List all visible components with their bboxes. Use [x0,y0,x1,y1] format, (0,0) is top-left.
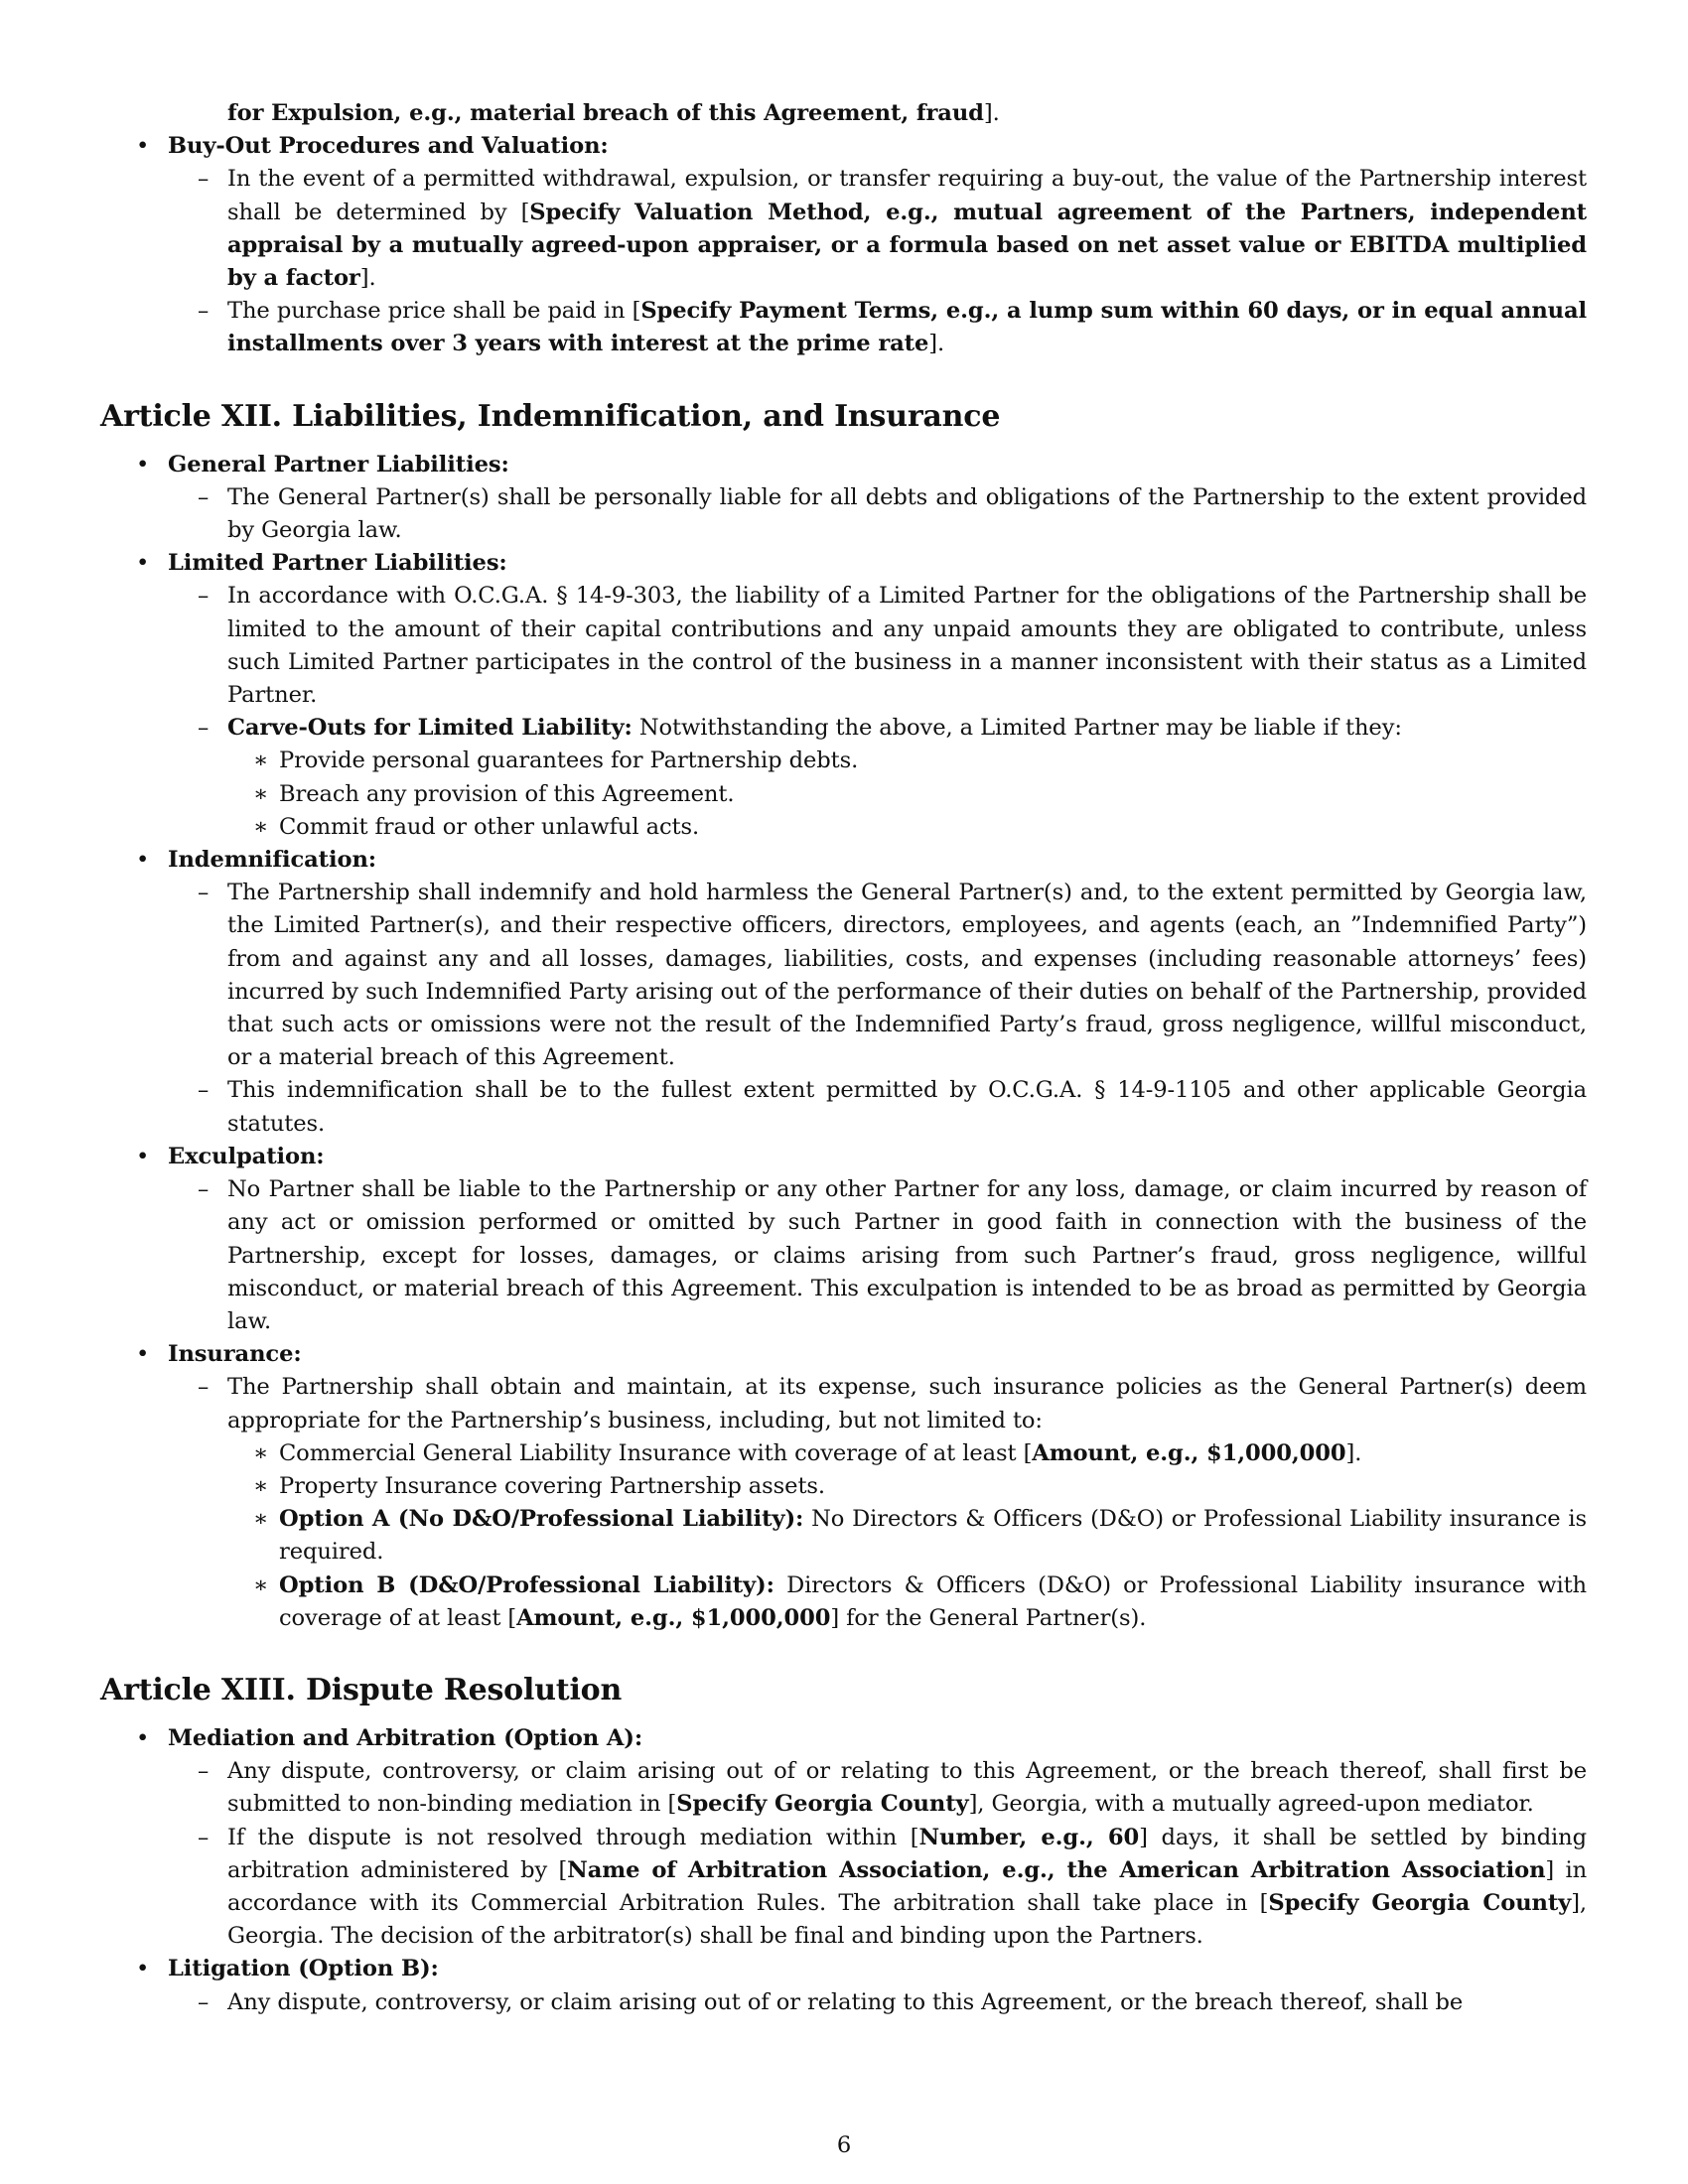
buyout-heading: Buy-Out Procedures and Valuation: [168,133,609,160]
list-item: – In accordance with O.C.G.A. § 14-9-303, the liability of a Limited Partner for the obligations of the Partnership shall be limited to the amount of their capital contributions and any unpaid amounts they are obligated to contribute, unless such Limited Partner participates in the control of the business in a manner inconsistent with their status as a Limited Partner. [168,580,1587,712]
limited-partner-liabilities [100,547,1587,844]
exculpation [100,1141,1587,1338]
indemnification [100,844,1587,1141]
mediation-arbitration [100,1722,1587,1953]
list-item: – If the dispute is not resolved through mediation within [Number, e.g., 60] days, it shall be settled by binding arbitration administered by [Name of Arbitration Association, e.g., the American Arbitration Association] in accordance with its Commercial Arbitration Rules. The arbitration shall take place in [Specify Georgia County], Georgia. The decision of the arbitrator(s) shall be final and binding upon the Partners. [168,1822,1587,1954]
carve-out-item: ∗ Provide personal guarantees for Partnership debts. [227,745,1587,777]
continuation-line: for Expulsion, e.g., material breach of this Agreement, fraud]. [227,100,1000,126]
insurance-cgl: ∗ Commercial General Liability Insurance with coverage of at least [Amount, e.g., $1,000,000]. [227,1437,1587,1470]
list-item: – The General Partner(s) shall be personally liable for all debts and obligations of the Partnership to the extent provided by Georgia law. [168,481,1587,547]
insurance [100,1338,1587,1635]
carve-outs-item: – Carve-Outs for Limited Liability: Notwithstanding the above, a Limited Partner may be liable if they: ∗ Provide personal guarantees for Partnership debts. ∗ Breach any provision of this Agreement. ∗ Commit fraud or other unlawful acts. [168,712,1587,844]
list-item: – Any dispute, controversy, or claim arising out of or relating to this Agreement, or the breach thereof, shall first be submitted to non-binding mediation in [Specify Georgia County], Georgia, with a mutually agreed-upon mediator. [168,1755,1587,1821]
buyout-item-payment: – The purchase price shall be paid in [Specify Payment Terms, e.g., a lump sum within 60 days, or in equal annual installments over 3 years with interest at the prime rate]. [168,295,1587,360]
general-partner-liabilities [100,449,1587,548]
insurance-heading: Insurance: [168,1341,302,1368]
carve-out-item: ∗ Commit fraud or other unlawful acts. [227,811,1587,844]
buyout-list [100,130,1587,360]
article-12-list [100,449,1587,1635]
insurance-option-a: ∗ Option A (No D&O/Professional Liability): No Directors & Officers (D&O) or Professional Liability insurance is required. [227,1503,1587,1569]
list-item: – The Partnership shall indemnify and hold harmless the General Partner(s) and, to the extent permitted by Georgia law, the Limited Partner(s), and their respective officers, directors, employees, and agents (each, an ”Indemnified Party”) from and against any and all losses, damages, liabilities, costs, and expenses (including reasonable attorneys’ fees) incurred by such Indemnified Party arising out of the performance of their duties on behalf of the Partnership, provided that such acts or omissions were not the result of the Indemnified Party’s fraud, gross negligence, willful misconduct, or a material breach of this Agreement. [168,877,1587,1074]
list-item: – The Partnership shall obtain and maintain, at its expense, such insurance policies as the General Partner(s) deem appropriate for the Partnership’s business, including, but not limited to: ∗ Commercial General Liability Insurance with coverage of at least [Amount, e.g., $1,000,000]. ∗ Property Insurance covering Partnership assets. ∗ Option A (No D&O/Professional Liability): No Directors & Officers (D&O) or Professional Liability insurance is required. ∗ Option B (D&O/Professional Liability): Directors & Officers (D&O) or Professional Liability insurance with coverage of at least [Amount, e.g., $1,000,000] for the General Partner(s). [168,1371,1587,1635]
litigation [100,1953,1587,2018]
list-item: – This indemnification shall be to the fullest extent permitted by O.C.G.A. § 14-9-1105 and other applicable Georgia statutes. [168,1074,1587,1140]
continuation-bold: for Expulsion, e.g., material breach of this Agreement, fraud [227,100,984,126]
list-item: – Any dispute, controversy, or claim arising out of or relating to this Agreement, or the breach thereof, shall be [168,1986,1587,2019]
insurance-option-b: ∗ Option B (D&O/Professional Liability): Directors & Officers (D&O) or Professional Liability insurance with coverage of at least [Amount, e.g., $1,000,000] for the General Partner(s). [227,1570,1587,1635]
limited-partner-heading: Limited Partner Liabilities: [168,550,507,577]
insurance-property: ∗ Property Insurance covering Partnership assets. [227,1470,1587,1503]
litigation-heading: Litigation (Option B): [168,1956,439,1982]
page-number: 6 [836,2132,852,2158]
buyout-section [100,130,1587,360]
mediation-heading: Mediation and Arbitration (Option A): [168,1724,643,1751]
article-12-heading: Article XII. Liabilities, Indemnification, and Insurance [100,398,1001,434]
indemnification-heading: Indemnification: [168,847,377,874]
buyout-item-valuation: – In the event of a permitted withdrawal, expulsion, or transfer requiring a buy-out, the value of the Partnership interest shall be determined by [Specify Valuation Method, e.g., mutual agreement of the Partners, independent appraisal by a mutually agreed-upon appraiser, or a formula based on net asset value or EBITDA multiplied by a factor]. [168,163,1587,295]
article-13-heading: Article XIII. Dispute Resolution [100,1672,623,1707]
exculpation-heading: Exculpation: [168,1143,325,1169]
general-partner-heading: General Partner Liabilities: [168,451,509,478]
document-page [100,97,1587,2019]
article-13-list [100,1722,1587,2019]
carve-out-item: ∗ Breach any provision of this Agreement. [227,778,1587,811]
list-item: – No Partner shall be liable to the Partnership or any other Partner for any loss, damage, or claim incurred by reason of any act or omission performed or omitted by such Partner in good faith in connection with the business of the Partnership, except for losses, damages, or claims arising from such Partner’s fraud, gross negligence, willful misconduct, or material breach of this Agreement. This exculpation is intended to be as broad as permitted by Georgia law. [168,1173,1587,1338]
